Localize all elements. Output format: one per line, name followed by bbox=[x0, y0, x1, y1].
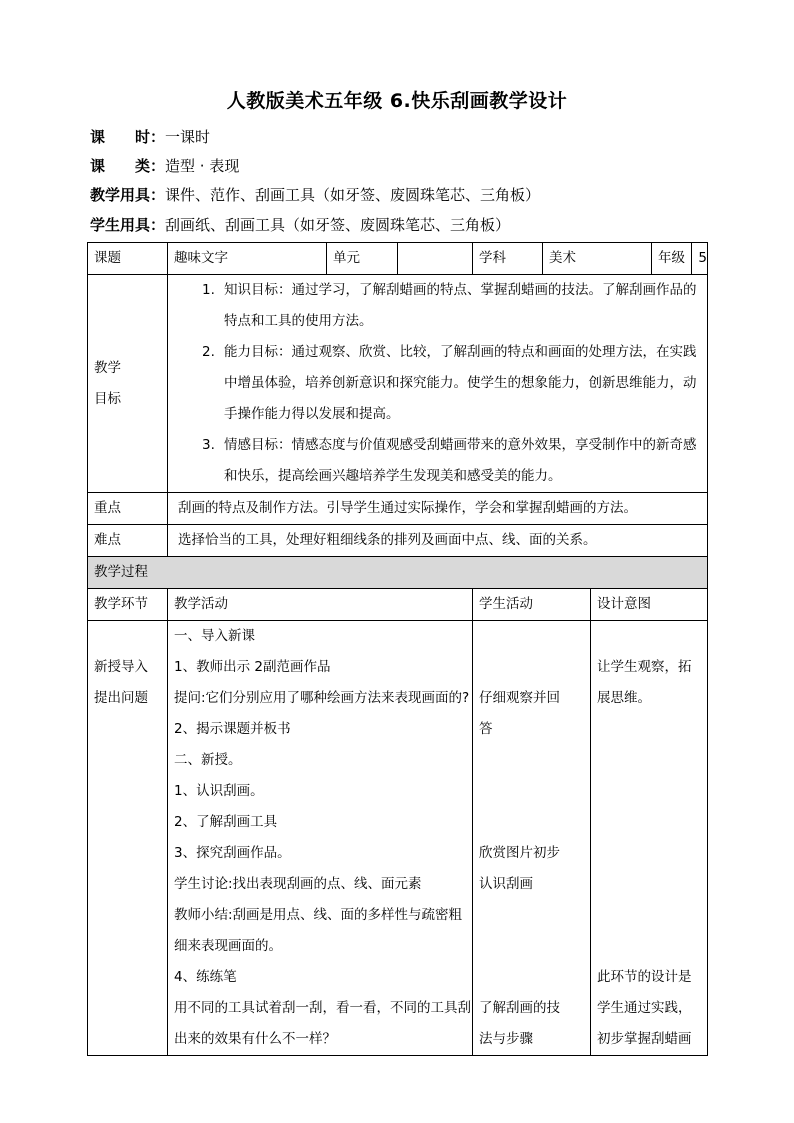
design-line bbox=[597, 869, 701, 900]
meta-value: 刮画纸、刮画工具（如牙签、废圆珠笔芯、三角板） bbox=[165, 216, 511, 234]
student-activity-cell bbox=[473, 621, 591, 1056]
grade-value: 5 bbox=[698, 250, 707, 266]
subject-label: 学科 bbox=[473, 243, 543, 275]
activity-line: 二、新授。 bbox=[174, 752, 242, 768]
activity-line: 一、导入新课 bbox=[174, 628, 255, 644]
goals-content bbox=[168, 275, 708, 493]
grade-label-text: 年级 bbox=[652, 243, 692, 274]
unit-value bbox=[398, 243, 473, 275]
design-line bbox=[597, 714, 701, 745]
stage-cell bbox=[88, 621, 168, 1056]
meta-class-type bbox=[90, 156, 239, 176]
meta-value: 造型 · 表现 bbox=[165, 157, 240, 175]
process-header-row bbox=[88, 557, 708, 589]
grade-label bbox=[652, 243, 708, 275]
design-line: 初步掌握刮蜡画 bbox=[597, 1031, 692, 1047]
goal-item bbox=[202, 275, 699, 337]
activity-line: 3、探究刮画作品。 bbox=[174, 845, 291, 861]
meta-key: 课 时： bbox=[90, 128, 166, 146]
meta-key: 学生用具： bbox=[90, 216, 166, 234]
goals-label bbox=[88, 275, 168, 493]
activity-line: 2、了解刮画工具 bbox=[174, 814, 278, 830]
student-line: 认识刮画 bbox=[479, 876, 533, 892]
activity-line: 1、认识刮画。 bbox=[174, 783, 264, 799]
design-line: 学生通过实践， bbox=[597, 1000, 692, 1016]
design-intent-cell bbox=[591, 621, 708, 1056]
column-activity: 教学活动 bbox=[168, 589, 473, 621]
goals-label-line1: 教学 bbox=[94, 359, 121, 376]
student-line: 仔细观察并回 bbox=[479, 690, 560, 706]
activity-line: 1、教师出示 2副范画作品 bbox=[174, 659, 331, 675]
goals-list bbox=[202, 275, 699, 492]
info-row bbox=[88, 243, 708, 275]
key-point-text: 刮画的特点及制作方法。引导学生通过实际操作，学会和掌握刮蜡画的方法。 bbox=[168, 493, 708, 525]
stage-line: 提出问题 bbox=[94, 690, 148, 706]
key-point-row bbox=[88, 493, 708, 525]
column-design: 设计意图 bbox=[591, 589, 708, 621]
goals-row bbox=[88, 275, 708, 493]
process-header: 教学过程 bbox=[88, 557, 708, 589]
difficulty-label: 难点 bbox=[88, 525, 168, 557]
goal-text: 能力目标：通过观察、欣赏、比较，了解刮画的特点和画面的处理方法，在实践中增虽体验，培养创新意识和探究能力。使学生的想象能力，创新思维能力，动手操作能力得以发展和提高。 bbox=[224, 344, 697, 422]
design-line bbox=[597, 621, 701, 652]
goal-text: 情感目标：情感态度与价值观感受刮蜡画带来的意外效果，享受制作中的新奇感和快乐，提高绘画兴趣培养学生发现美和感受美的能力。 bbox=[224, 437, 697, 484]
design-line: 此环节的设计是 bbox=[597, 969, 692, 985]
activity-line: 教师小结:刮画是用点、线、面的多样性与疏密粗 bbox=[174, 907, 463, 923]
meta-student-tools bbox=[90, 215, 510, 235]
student-line: 欣赏图片初步 bbox=[479, 845, 560, 861]
topic-value: 趣味文字 bbox=[168, 243, 327, 275]
activity-line: 出来的效果有什么不一样？ bbox=[174, 1031, 336, 1047]
design-line bbox=[597, 900, 701, 931]
goal-item bbox=[202, 430, 699, 492]
meta-key: 教学用具： bbox=[90, 186, 166, 204]
document-title: 人教版美术五年级 6.快乐刮画教学设计 bbox=[226, 90, 568, 112]
goal-text: 知识目标：通过学习，了解刮蜡画的特点、掌握刮蜡画的技法。了解刮画作品的特点和工具的使用方法。 bbox=[224, 282, 697, 329]
student-line: 答 bbox=[479, 721, 493, 737]
design-line: 展思维。 bbox=[597, 690, 651, 706]
meta-value: 课件、范作、刮画工具（如牙签、废圆珠笔芯、三角板） bbox=[165, 186, 541, 204]
unit-label: 单元 bbox=[327, 243, 398, 275]
student-line bbox=[479, 745, 584, 776]
meta-key: 课 类： bbox=[90, 157, 166, 175]
student-line bbox=[479, 652, 584, 683]
student-line: 法与步骤 bbox=[479, 1031, 533, 1047]
goal-number: 1. bbox=[202, 282, 215, 298]
design-line bbox=[597, 745, 701, 776]
activity-line: 学生讨论:找出表现刮画的点、线、面元素 bbox=[174, 876, 422, 892]
student-line bbox=[479, 776, 584, 807]
subject-value: 美术 bbox=[543, 243, 652, 275]
meta-value: 一课时 bbox=[165, 128, 211, 146]
design-line bbox=[597, 807, 701, 838]
activity-cell bbox=[168, 621, 473, 1056]
activity-line: 2、揭示课题并板书 bbox=[174, 721, 291, 737]
goal-number: 3. bbox=[202, 437, 215, 453]
student-line: 了解刮画的技 bbox=[479, 1000, 560, 1016]
design-line bbox=[597, 776, 701, 807]
design-line: 让学生观察，拓 bbox=[597, 659, 692, 675]
design-line bbox=[597, 838, 701, 869]
student-line bbox=[479, 621, 584, 652]
goals-label-line2: 目标 bbox=[94, 390, 121, 407]
difficulty-row bbox=[88, 525, 708, 557]
student-line bbox=[479, 807, 584, 838]
activity-line: 提问:它们分别应用了哪种绘画方法来表现画面的? bbox=[174, 690, 470, 706]
stage-line: 新授导入 bbox=[94, 659, 148, 675]
activity-line: 用不同的工具试着刮一刮，看一看，不同的工具刮 bbox=[174, 1000, 471, 1016]
process-columns-row bbox=[88, 589, 708, 621]
student-line bbox=[479, 962, 584, 993]
activity-line: 4、练练笔 bbox=[174, 969, 237, 985]
difficulty-text: 选择恰当的工具，处理好粗细线条的排列及画面中点、线、面的关系。 bbox=[168, 525, 708, 557]
process-row bbox=[88, 621, 708, 1056]
column-stage: 教学环节 bbox=[88, 589, 168, 621]
activity-line: 细来表现画面的。 bbox=[174, 938, 282, 954]
goal-number: 2. bbox=[202, 344, 215, 360]
student-line bbox=[479, 900, 584, 931]
design-line bbox=[597, 931, 701, 962]
meta-teaching-tools bbox=[90, 185, 540, 205]
column-student: 学生活动 bbox=[473, 589, 591, 621]
meta-class-hours bbox=[90, 127, 210, 147]
goal-item bbox=[202, 337, 699, 430]
topic-label: 课题 bbox=[88, 243, 168, 275]
student-line bbox=[479, 931, 584, 962]
lesson-plan-table bbox=[87, 242, 708, 1056]
key-point-label: 重点 bbox=[88, 493, 168, 525]
